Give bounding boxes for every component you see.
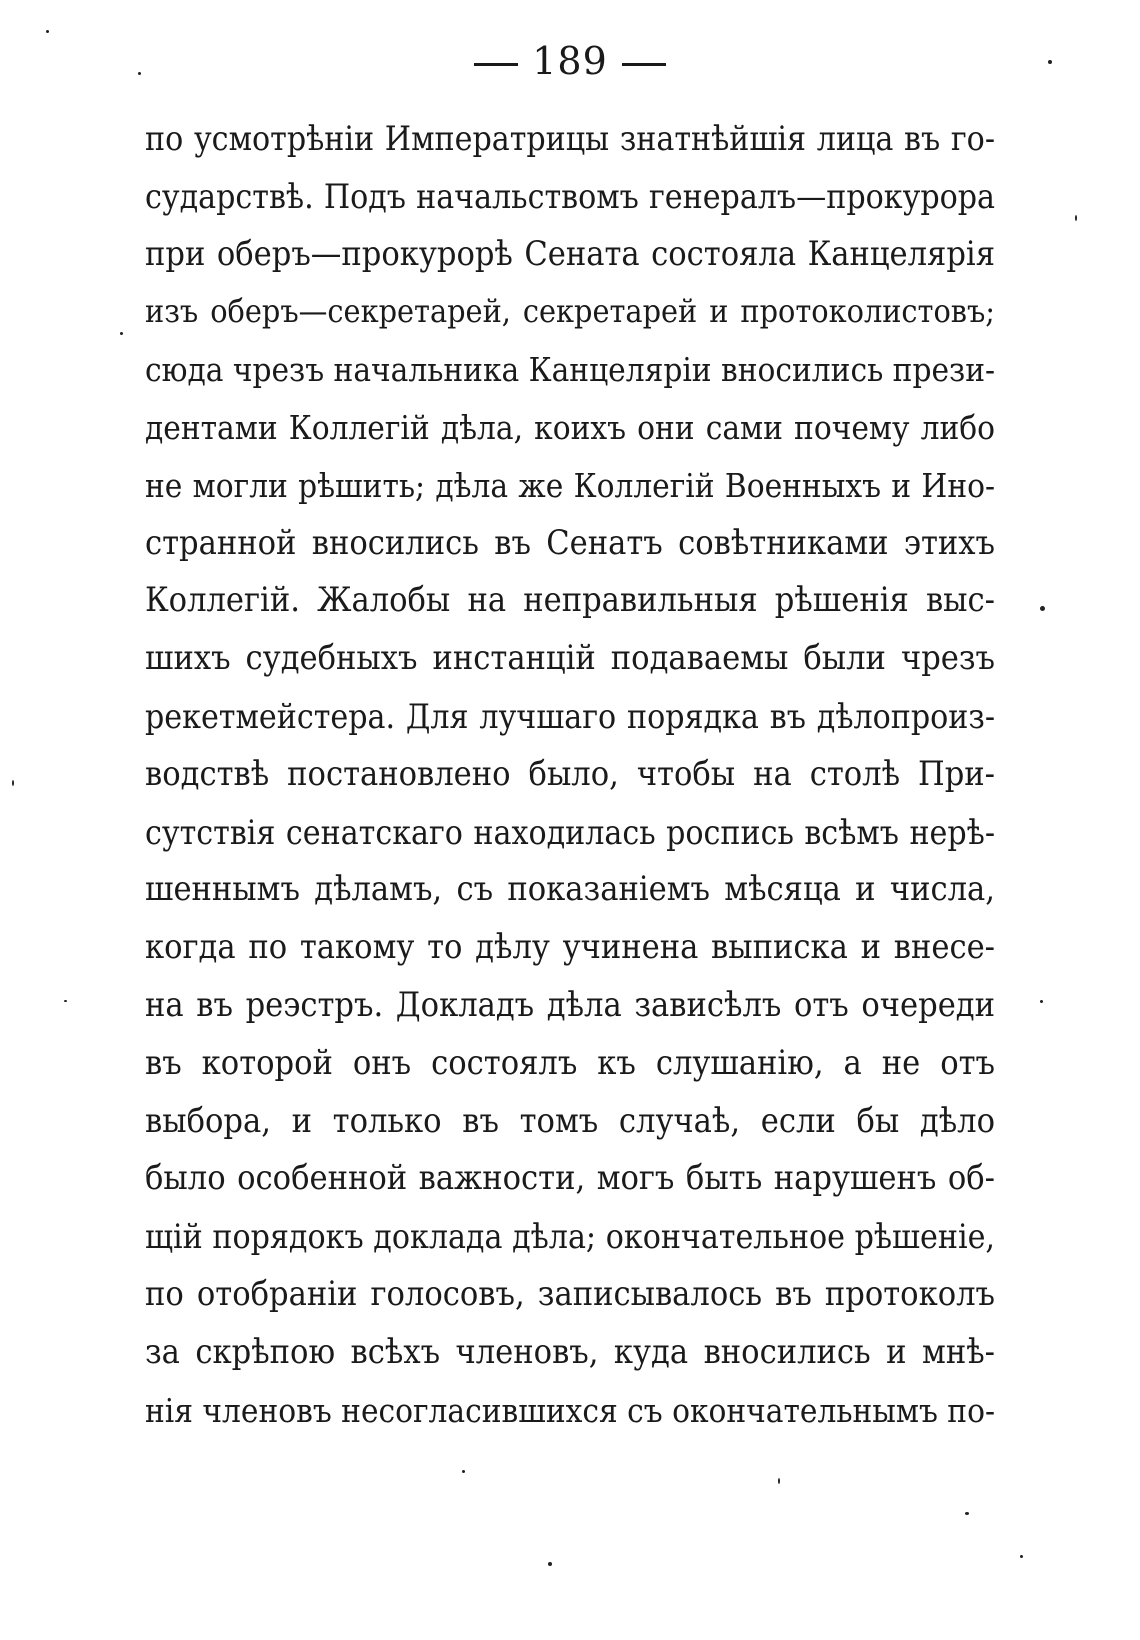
scan-speck	[138, 72, 141, 75]
text-line: сюда чрезъ начальника Канцеляріи вносились прези-	[145, 350, 996, 390]
text-line: шихъ судебныхъ инстанцій подаваемы были чрезъ	[145, 638, 995, 679]
scan-speck	[778, 1478, 780, 1484]
scan-speck	[1040, 1000, 1043, 1003]
text-line: выбора, и только въ томъ случаѣ, если бы дѣло	[145, 1100, 995, 1141]
text-line: водствѣ постановлено было, чтобы на столѣ При-	[145, 753, 995, 794]
text-line: сударствѣ. Подъ начальствомъ генералъ—прокурора	[145, 176, 995, 216]
text-line: на въ реэстръ. Докладъ дѣла зависѣлъ отъ очереди	[145, 984, 995, 1025]
text-line: по отобраніи голосовъ, записывалось въ протоколъ	[145, 1273, 995, 1314]
text-line: нія членовъ несогласившихся съ окончательнымъ по-	[145, 1390, 995, 1430]
text-line: сутствія сенатскаго находилась роспись всѣмъ нерѣ-	[145, 812, 995, 852]
text-line: щій порядокъ доклада дѣла; окончательное рѣшеніе,	[145, 1217, 995, 1257]
text-line: по усмотрѣніи Императрицы знатнѣйшія лица въ го-	[145, 119, 995, 158]
scan-speck	[548, 1562, 552, 1566]
text-line: рекетмейстера. Для лучшаго порядка въ дѣлопроиз-	[145, 696, 995, 736]
scan-speck	[120, 332, 123, 335]
scan-speck	[64, 1000, 67, 1002]
scan-speck	[12, 780, 14, 786]
scan-speck	[46, 30, 49, 33]
scan-speck	[1048, 60, 1052, 64]
scan-speck	[1040, 606, 1045, 611]
text-line: странной вносились въ Сенатъ совѣтниками этихъ	[145, 522, 995, 563]
text-line: когда по такому то дѣлу учинена выписка и внесе-	[145, 927, 995, 968]
scan-speck	[1020, 1555, 1023, 1558]
text-line: въ которой онъ состоялъ къ слушанію, а не отъ	[145, 1042, 995, 1083]
body-text	[145, 110, 995, 1439]
text-line: Коллегій. Жалобы на неправильныя рѣшенія выс-	[145, 580, 995, 621]
text-line: за скрѣпою всѣхъ членовъ, куда вносились и мнѣ-	[145, 1331, 995, 1372]
header-dash-left	[474, 63, 518, 66]
page-number-header	[0, 36, 1140, 86]
text-line: шеннымъ дѣламъ, съ показаніемъ мѣсяца и числа,	[145, 869, 995, 910]
text-line: изъ оберъ—секретарей, секретарей и протоколистовъ;	[145, 292, 995, 331]
scan-speck	[1075, 215, 1077, 221]
text-line: было особенной важности, могъ быть нарушенъ об-	[145, 1158, 995, 1199]
text-line: при оберъ—прокурорѣ Сената состояла Канцелярія	[145, 233, 995, 274]
text-line: не могли рѣшить; дѣла же Коллегій Военныхъ и Ино-	[145, 465, 995, 505]
header-dash-right	[622, 63, 666, 66]
scan-speck	[965, 1512, 969, 1515]
scan-speck	[462, 1470, 465, 1473]
page-number: 189	[532, 39, 608, 83]
text-line: дентами Коллегій дѣла, коихъ они сами почему либо	[145, 407, 995, 447]
